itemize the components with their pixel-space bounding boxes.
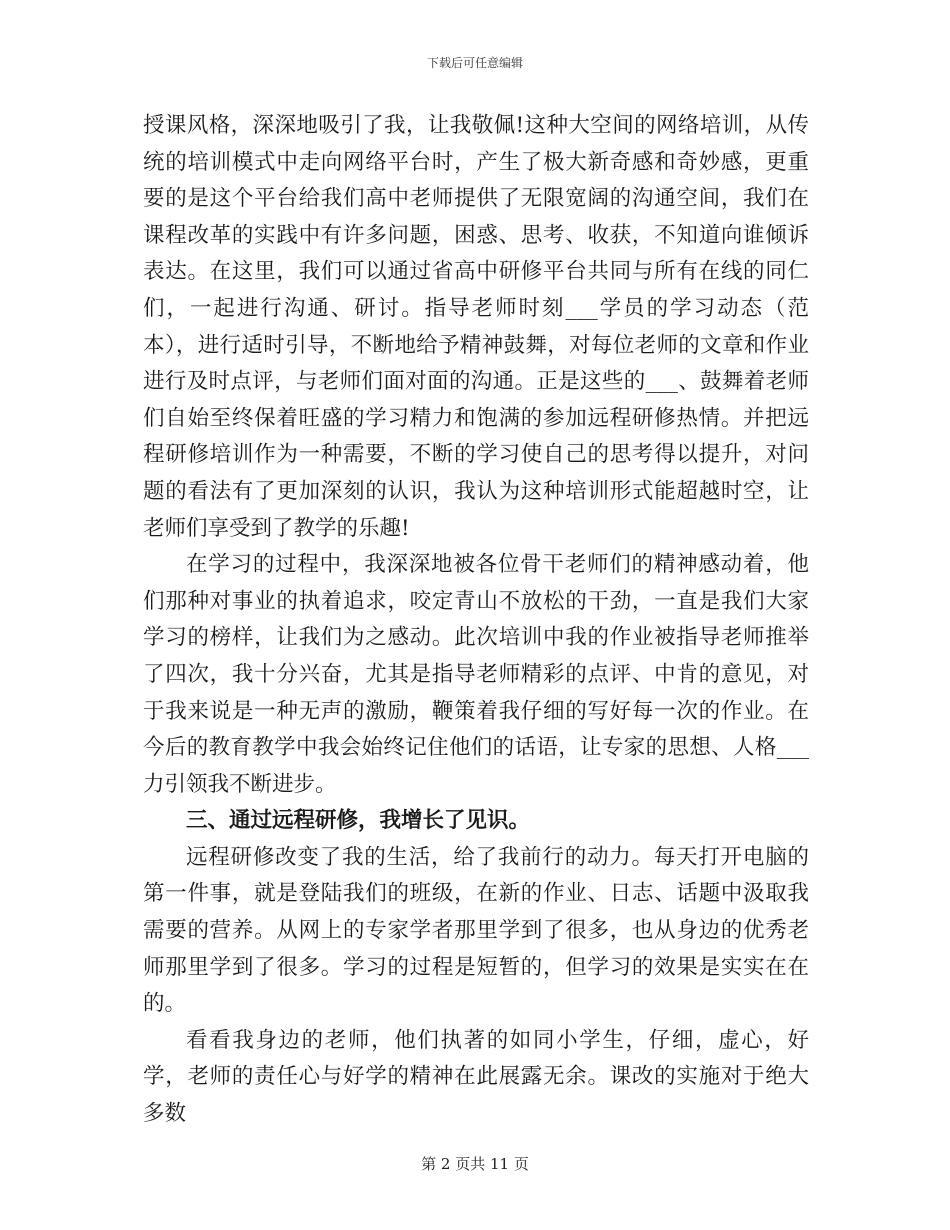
- paragraph-3: 远程研修改变了我的生活，给了我前行的动力。每天打开电脑的第一件事，就是登陆我们的班级，在新的作业、日志、话题中汲取我需要的营养。从网上的专家学者那里学到了很多，也从身边的优秀老师那里学到了很多。学习的过程是短暂的，但学习的效果是实实在在的。: [143, 844, 809, 1017]
- paragraph-1: 授课风格，深深地吸引了我，让我敬佩!这种大空间的网络培训，从传统的培训模式中走向网络平台时，产生了极大新奇感和奇妙感，更重要的是这个平台给我们高中老师提供了无限宽阔的沟通空间，我们在课程改革的实践中有许多问题，困惑、思考、收获，不知道向谁倾诉表达。在这里，我们可以通过省高中研修平台共同与所有在线的同仁们，一起进行沟通、研讨。指导老师时刻___学员的学习动态（范本），进行适时引导，不断地给予精神鼓舞，对每位老师的文章和作业进行及时点评，与老师们面对面的沟通。正是这些的___、鼓舞着老师们自始至终保着旺盛的学习精力和饱满的参加远程研修热情。并把远程研修培训作为一种需要，不断的学习使自己的思考得以提升，对问题的看法有了更加深刻的认识，我认为这种培训形式能超越时空，让老师们享受到了教学的乐趣!: [143, 113, 809, 541]
- section-heading: 三、通过远程研修，我增长了见识。: [186, 808, 531, 834]
- page-number: 第 2 页共 11 页: [421, 1155, 529, 1173]
- page-header: 下载后可任意编辑: [426, 56, 523, 70]
- paragraph-4: 看看我身边的老师，他们执著的如同小学生，仔细，虚心，好学，老师的责任心与好学的精神在此展露无余。课改的实施对于绝大多数: [143, 1027, 809, 1127]
- document-body: [143, 108, 809, 1133]
- paragraph-2: 在学习的过程中，我深深地被各位骨干老师们的精神感动着，他们那种对事业的执着追求，咬定青山不放松的干劲，一直是我们大家学习的榜样，让我们为之感动。此次培训中我的作业被指导老师推举了四次，我十分兴奋，尤其是指导老师精彩的点评、中肯的意见，对于我来说是一种无声的激励，鞭策着我仔细的写好每一次的作业。在今后的教育教学中我会始终记住他们的话语，让专家的思想、人格___力引领我不断进步。: [143, 552, 809, 797]
